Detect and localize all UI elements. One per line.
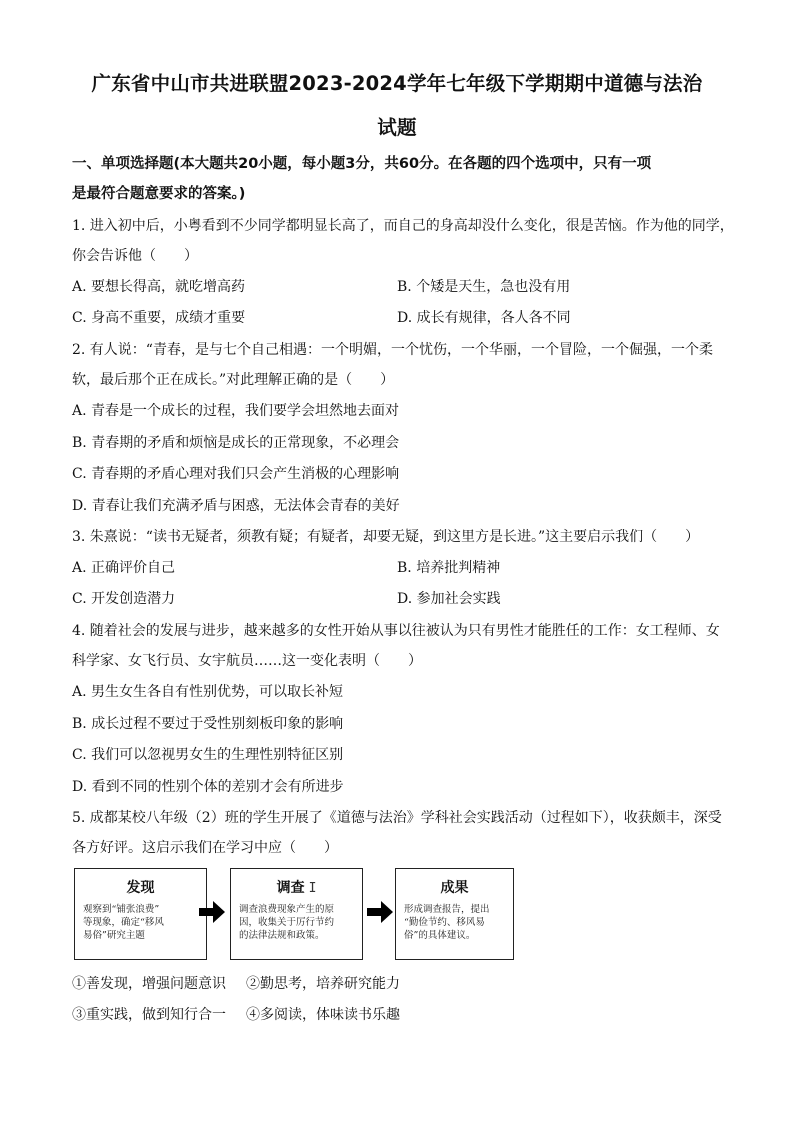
question-2-option-a[interactable]: A. 青春是一个成长的过程，我们要学会坦然地去面对 <box>72 403 400 419</box>
flow-box-discover <box>74 868 207 960</box>
question-1-stem-line-2: 你会告诉他（ ） <box>72 248 198 264</box>
flow-box-result <box>395 868 514 960</box>
question-4-stem-line-2: 科学家、女飞行员、女宇航员……这一变化表明（ ） <box>72 653 422 669</box>
question-2-option-c[interactable]: C. 青春期的矛盾心理对我们只会产生消极的心理影响 <box>72 466 400 482</box>
question-2-option-d[interactable]: D. 青春让我们充满矛盾与困惑，无法体会青春的美好 <box>72 498 400 514</box>
question-5-statement-2[interactable]: ②勤思考，培养研究能力 <box>246 976 400 992</box>
question-3-option-a[interactable]: A. 正确评价自己 <box>72 560 176 576</box>
arrow-right-icon <box>198 899 226 925</box>
flow-box-investigate <box>230 868 363 960</box>
text-cursor-icon: I <box>308 881 317 896</box>
question-4-option-d[interactable]: D. 看到不同的性别个体的差别才会有所进步 <box>72 779 344 795</box>
flow-box-investigate-text: 调查浪费现象产生的原 因，收集关于厉行节约 的法律法规和政策。 <box>239 904 335 941</box>
question-5-statement-3[interactable]: ③重实践，做到知行合一 <box>72 1007 226 1023</box>
arrow-right-icon <box>366 899 394 925</box>
question-4-stem-line-1: 4. 随着社会的发展与进步，越来越多的女性开始从事以往被认为只有男性才能胜任的工作：女工程师、女 <box>72 623 720 639</box>
question-1-option-d[interactable]: D. 成长有规律，各人各不同 <box>397 310 571 326</box>
exam-title-line-1: 广东省中山市共进联盟2023-2024学年七年级下学期期中道德与法治 <box>91 72 703 95</box>
question-5-stem-line-1: 5. 成都某校八年级（2）班的学生开展了《道德与法治》学科社会实践活动（过程如下），收获颇丰，深受 <box>72 810 722 826</box>
question-1-option-c[interactable]: C. 身高不重要，成绩才重要 <box>72 310 246 326</box>
section-heading-line-2: 是最符合题意要求的答案。) <box>72 186 246 202</box>
question-5-statement-4[interactable]: ④多阅读，体味读书乐趣 <box>246 1007 400 1023</box>
question-3-option-c[interactable]: C. 开发创造潜力 <box>72 591 176 607</box>
question-1-stem-line-1: 1. 进入初中后，小粤看到不少同学都明显长高了，而自己的身高却没什么变化，很是苦恼。作为他的同学， <box>72 218 734 234</box>
section-heading-line-1: 一、单项选择题(本大题共20小题，每小题3分，共60分。在各题的四个选项中，只有一项 <box>72 156 652 172</box>
question-3-option-d[interactable]: D. 参加社会实践 <box>397 591 501 607</box>
flow-box-discover-heading: 发现 <box>126 880 155 896</box>
flow-box-investigate-heading <box>231 877 362 897</box>
question-5-stem-line-2: 各方好评。这启示我们在学习中应（ ） <box>72 840 338 856</box>
question-1-option-a[interactable]: A. 要想长得高，就吃增高药 <box>72 279 246 295</box>
flow-box-result-heading: 成果 <box>440 880 469 896</box>
flow-box-result-text: 形成调查报告，提出 “勤俭节约、移风易 俗”的具体建议。 <box>404 904 490 941</box>
question-2-stem-line-2: 软，最后那个正在成长。”对此理解正确的是（ ） <box>72 372 395 388</box>
question-1-option-b[interactable]: B. 个矮是天生，急也没有用 <box>397 279 571 295</box>
question-3-option-b[interactable]: B. 培养批判精神 <box>397 560 501 576</box>
question-4-option-b[interactable]: B. 成长过程不要过于受性别刻板印象的影响 <box>72 716 344 732</box>
question-3-stem: 3. 朱熹说：“读书无疑者，须教有疑；有疑者，却要无疑，到这里方是长进。”这主要启示我们（ ） <box>72 529 700 545</box>
question-4-option-a[interactable]: A. 男生女生各自有性别优势，可以取长补短 <box>72 684 344 700</box>
question-5-statement-1[interactable]: ①善发现，增强问题意识 <box>72 976 226 992</box>
question-2-stem-line-1: 2. 有人说：“青春，是与七个自己相遇：一个明媚，一个忧伤，一个华丽，一个冒险，一个倔强，一个柔 <box>72 342 713 358</box>
exam-title-line-2: 试题 <box>377 116 417 139</box>
flow-box-discover-text: 观察到“铺张浪费” 等现象，确定“移风 易俗”研究主题 <box>83 904 164 941</box>
question-2-option-b[interactable]: B. 青春期的矛盾和烦恼是成长的正常现象，不必理会 <box>72 435 400 451</box>
question-4-option-c[interactable]: C. 我们可以忽视男女生的生理性别特征区别 <box>72 747 344 763</box>
flow-box-investigate-heading-text: 调查 <box>276 880 305 896</box>
